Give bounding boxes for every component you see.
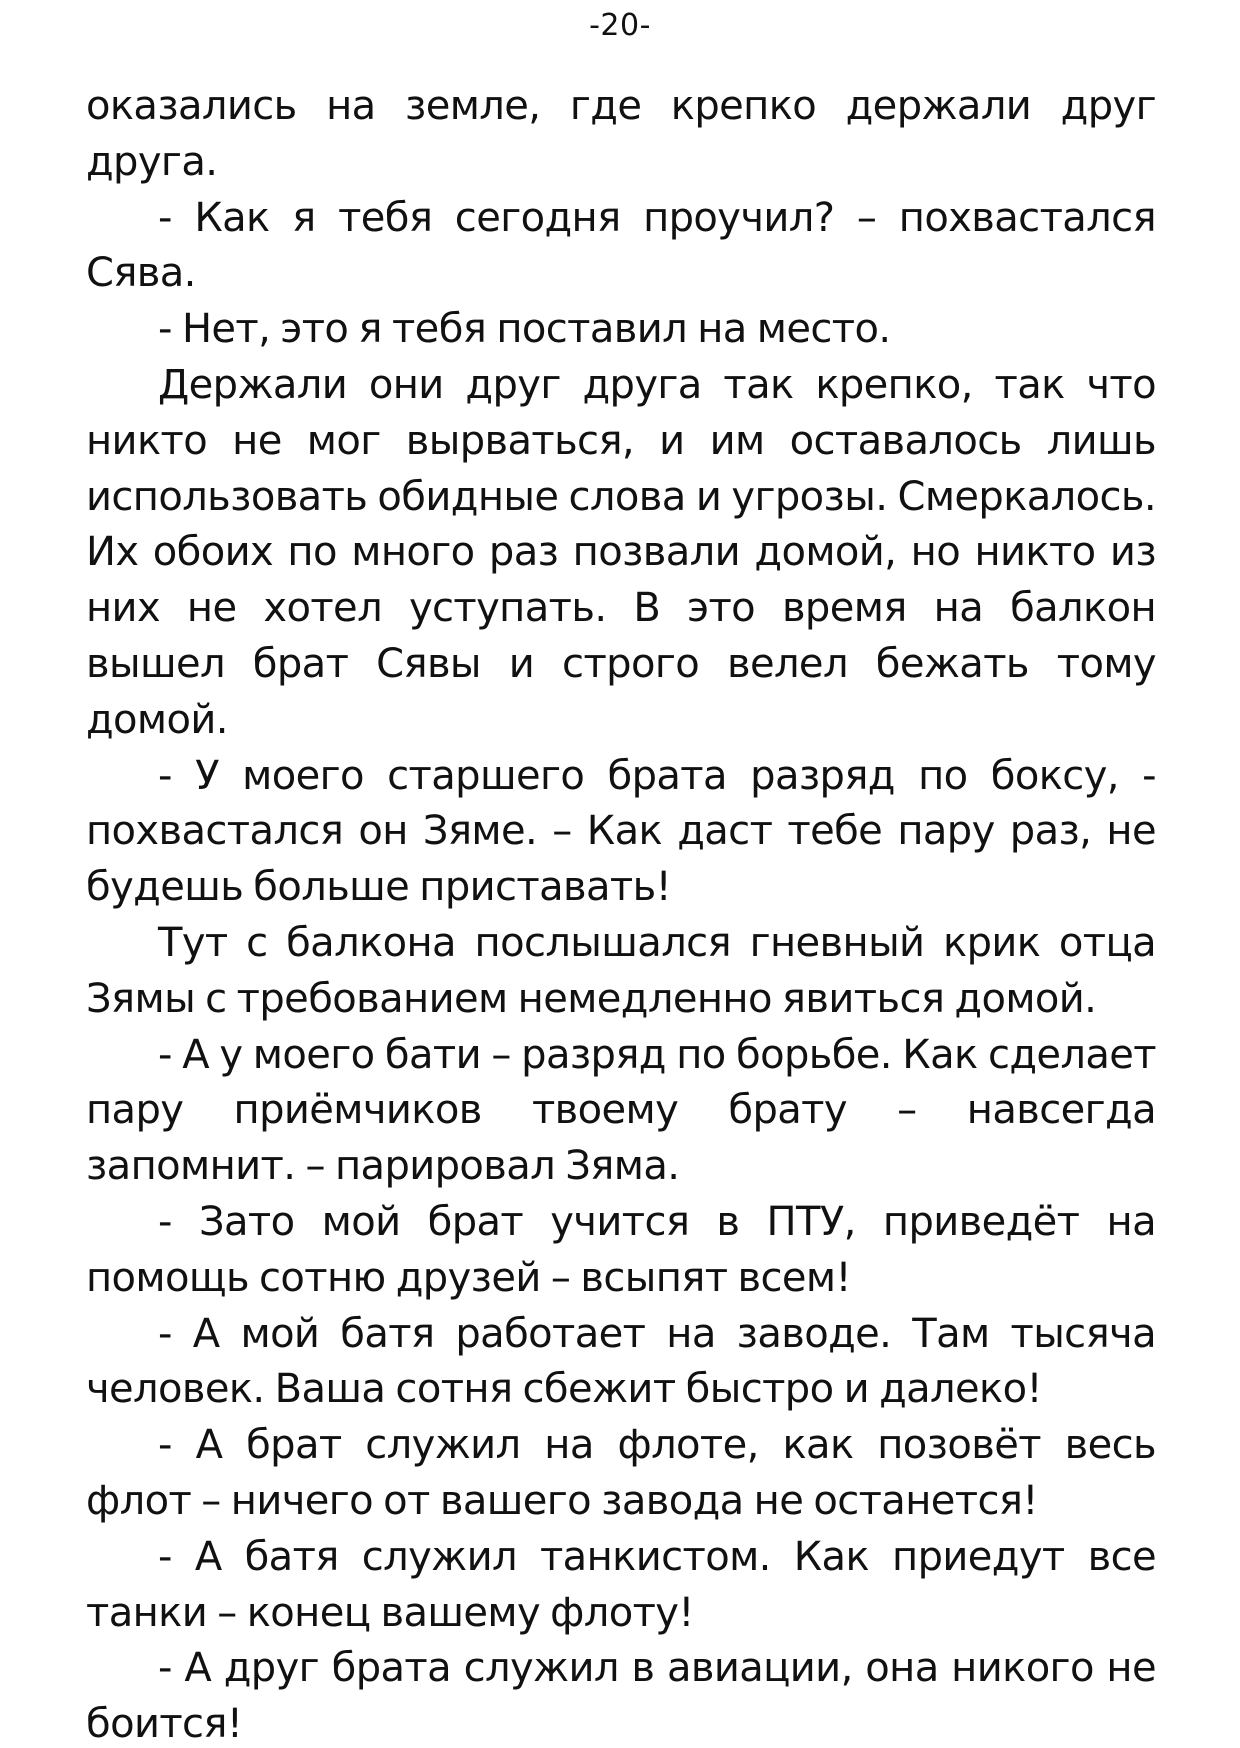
body-text — [86, 79, 1156, 1748]
dialogue-line: - Зато мой брат учится в ПТУ, приведёт на помощь сотню друзей – всыпят всем! — [86, 1198, 1156, 1301]
dialogue-line: - Как я тебя сегодня проучил? – похвастался Сява. — [86, 194, 1156, 297]
dialogue-line: - А у моего бати – разряд по борьбе. Как сделает пару приёмчиков твоему брату – навсегда запомнит. – парировал Зяма. — [86, 1031, 1156, 1190]
dialogue-line: - А мой батя работает на заводе. Там тысяча человек. Ваша сотня сбежит быстро и далеко! — [86, 1310, 1156, 1413]
dialogue-line: - А друг брата служил в авиации, она никого не боится! — [86, 1645, 1156, 1748]
dialogue-line: - У моего старшего брата разряд по боксу, - похвастался он Зяме. – Как даст тебе пару раз, не будешь больше приставать! — [86, 752, 1156, 911]
paragraph: оказались на земле, где крепко держали друг друга. — [86, 83, 1156, 185]
page-number: -20- — [589, 8, 651, 43]
dialogue-line: - А батя служил танкистом. Как приедут все танки – конец вашему флоту! — [86, 1533, 1156, 1636]
dialogue-line: - Нет, это я тебя поставил на место. — [158, 306, 891, 353]
paragraph: Тут с балкона послышался гневный крик отца Зямы с требованием немедленно явиться домой. — [86, 919, 1156, 1022]
paragraph: Держали они друг друга так крепко, так что никто не мог вырваться, и им оставалось лишь использовать обидные слова и угрозы. Смеркалось. Их обоих по много раз позвали домой, но никто из них не хотел уступать. В это время на балкон вышел брат Сявы и строго велел бежать тому домой. — [86, 361, 1156, 743]
dialogue-line: - А брат служил на флоте, как позовёт весь флот – ничего от вашего завода не останется! — [86, 1422, 1156, 1524]
